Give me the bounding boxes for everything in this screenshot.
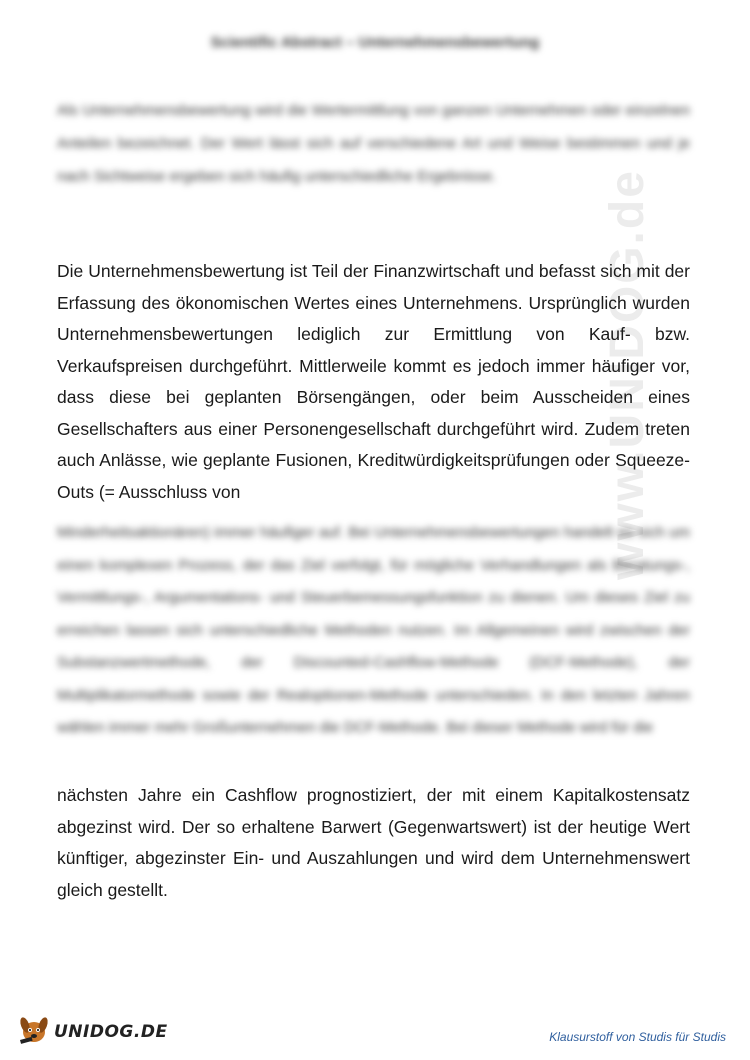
logo-text: UNIDOG.DE xyxy=(54,1021,168,1042)
document-title: Scientific Abstract – Unternehmensbewertung xyxy=(210,34,540,51)
watermark: www.UNIDOG.de xyxy=(601,169,654,580)
paragraph-methods: Minderheitsaktionären) immer häufiger auf. Bei Unternehmensbewertungen handelt es sich um einen komplexen Prozess, der das Ziel verfolgt, für mögliche Verhandlungen als Beratungs-, Vermittlungs-, Argumentations- und Steuerbemessungsfunktion zu dienen. Um dieses Ziel zu erreichen lassen sich unterschiedliche Methoden nutzen. Im Allgemeinen wird zwischen der Substanzwertmethode, der Discounted-Cashflow-Methode (DCF-Methode), der Multiplikatormethode sowie der Realoptionen-Methode unterschieden. In den letzten Jahren wählen immer mehr Großunternehmen die DCF-Methode. Bei dieser Methode wird für die xyxy=(57,524,690,736)
paragraph-main: Die Unternehmensbewertung ist Teil der Finanzwirtschaft und befasst sich mit der Erfassung des ökonomischen Wertes eines Unternehmens. Ursprünglich wurden Unternehmensbewertungen lediglich zur Ermittlung von Kauf- bzw. Verkaufspreisen durchgeführt. Mittlerweile kommt es jedoch immer häufiger vor, dass diese bei geplanten Börsengängen, oder beim Ausscheiden eines Gesellschafters aus einer Personengesellschaft durchgeführt wird. Zudem treten auch Anlässe, wie geplante Fusionen, Kreditwürdigkeitsprüfungen oder Squeeze-Outs (= Ausschluss von xyxy=(57,261,690,502)
paragraph-intro: Als Unternehmensbewertung wird die Wertermittlung von ganzen Unternehmen oder einzelnen Anteilen bezeichnet. Der Wert lässt sich auf verschiedene Art und Weise bestimmen und je nach Sichtweise ergeben sich häufig unterschiedliche Ergebnisse. xyxy=(57,102,690,185)
footer-tagline: Klausurstoff von Studis für Studis xyxy=(549,1030,726,1044)
unidog-logo[interactable] xyxy=(16,1012,168,1051)
paragraph-dcf: nächsten Jahre ein Cashflow prognostiziert, der mit einem Kapitalkostensatz abgezinst wird. Der so erhaltene Barwert (Gegenwartswert) ist der heutige Wert künftiger, abgezinster Ein- und Auszahlungen und wird dem Unternehmenswert gleich gestellt. xyxy=(57,785,690,900)
dog-mascot-icon xyxy=(16,1012,52,1051)
